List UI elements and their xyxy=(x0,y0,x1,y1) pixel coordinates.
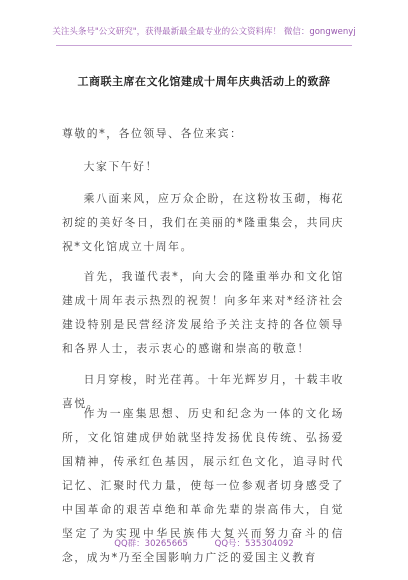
paragraph-2: 首先，我谨代表*，向大会的隆重举办和文化馆建成十周年表示热烈的祝贺！向多年来对*经济社会建设特别是民营经济发展给予关注支持的各位领导和各界人士，表示衷心的感谢和崇高的敬意！ xyxy=(62,270,344,355)
paragraph-4: 作为一座集思想、历史和纪念为一体的文化场所，文化馆建成伊始就坚持发扬优良传统、弘扬爱国精神，传承红色基因，展示红色文化，追寻时代记忆、汇聚时代力量，使每一位参观者切身感受了中国革命的艰苦卓绝和革命先辈的崇高伟大，自觉坚定了为实现中华民族伟大复兴而努力奋斗的信念，成为*乃至全国影响力广泛的爱国主义教育 xyxy=(62,407,344,564)
header-note: 关注头条号"公文研究"，获得最新最全最专业的公文资料库！ 微信：gongwenyj xyxy=(52,27,356,37)
paragraph-1: 乘八面来风，应万众企盼，在这粉妆玉砌，梅花初绽的美好冬日，我们在美丽的*隆重集会，共同庆祝*文化馆成立十周年。 xyxy=(62,192,344,253)
paragraph-3: 日月穿梭，时光荏苒。十年光辉岁月，十载丰收喜悦。 xyxy=(62,373,344,410)
footer-qq-number: QQ号：535304092 xyxy=(214,539,294,549)
footer-contacts xyxy=(0,537,408,549)
footer-qq-group: QQ群：30265665 xyxy=(114,539,188,549)
header-divider xyxy=(56,45,352,46)
greeting: 大家下午好！ xyxy=(83,160,158,173)
document-title: 工商联主席在文化馆建成十周年庆典活动上的致辞 xyxy=(77,75,331,88)
salutation: 尊敬的*，各位领导、各位来宾： xyxy=(62,127,243,140)
